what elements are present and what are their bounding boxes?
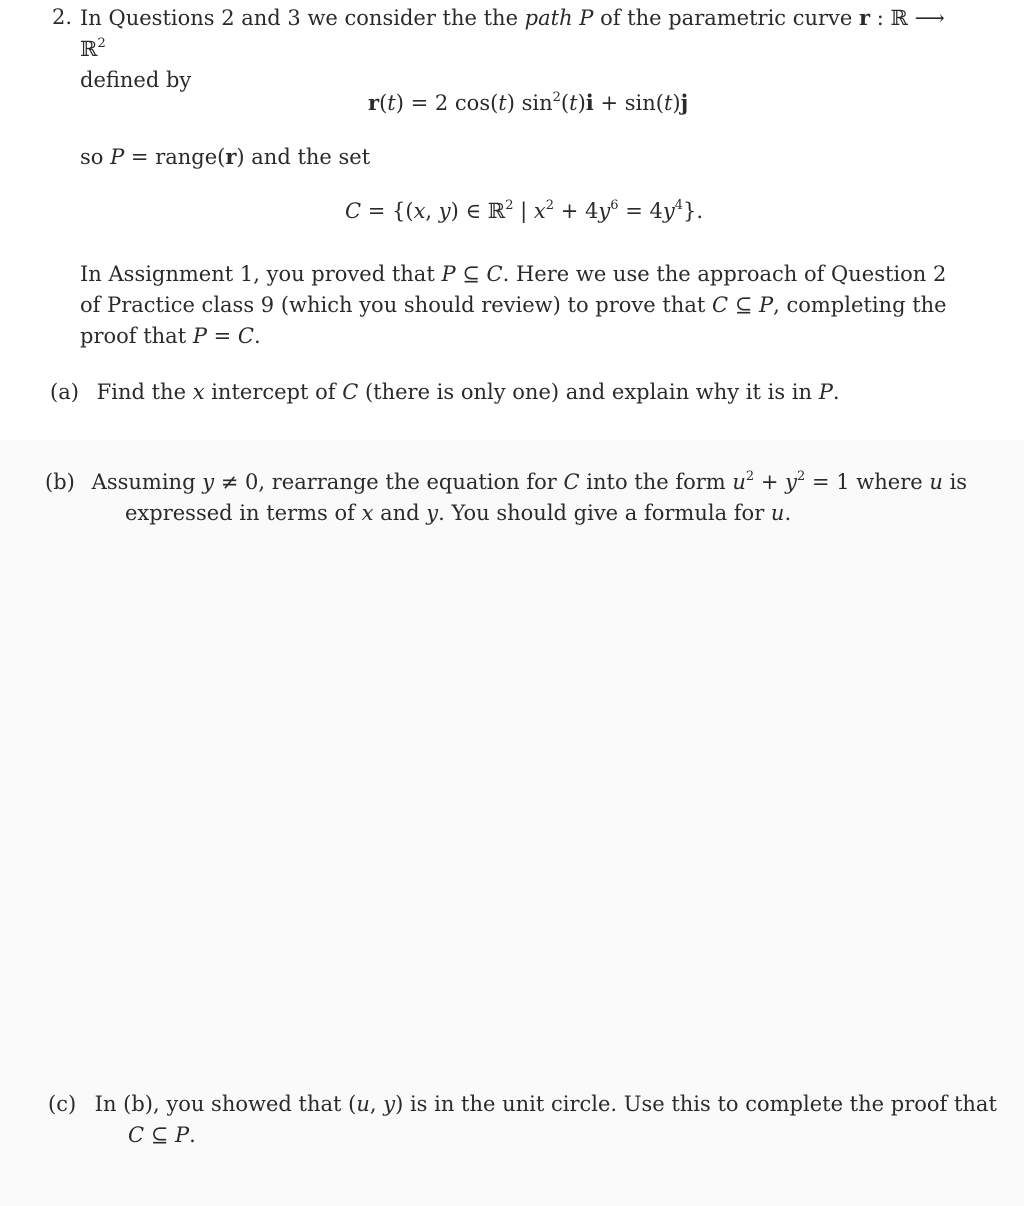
so-text: so P = range(r) and the set: [80, 144, 371, 169]
equation-C: C = {(x, y) ∈ ℝ$^2$ | $x^2 + 4y^6 = 4y^4$}.: [345, 198, 704, 223]
equation-r: r(t) = 2 cos(t) $\sin^2(t)i + \sin(t)j$: [368, 90, 689, 115]
part-a: (a) Find the x intercept of C (there is only one) and explain why it is in P.: [50, 380, 840, 404]
part-c: In (b), you showed that (u, y) is in the unit circle. Use this to complete the proof that C ⊆ P.: [88, 1092, 997, 1147]
question-number: 2.: [52, 5, 73, 29]
part-b: Assuming y ≠ 0, rearrange the equation for C into the form $u^2 + y^2 = 1$ where u is expressed in terms of x and y. You should give a formula for u.: [85, 469, 968, 525]
assignment-paragraph: In Assignment 1, you proved that P ⊆ C. Here we use the approach of Question 2 of Practice class 9 (which you should review) to prove that C ⊆ P, completing the proof that P = C.: [80, 262, 947, 348]
question-intro: In Questions 2 and 3 we consider the the path P of the parametric curve r : ℝ ⟶ ℝ$^2$ defined by: [80, 5, 945, 92]
